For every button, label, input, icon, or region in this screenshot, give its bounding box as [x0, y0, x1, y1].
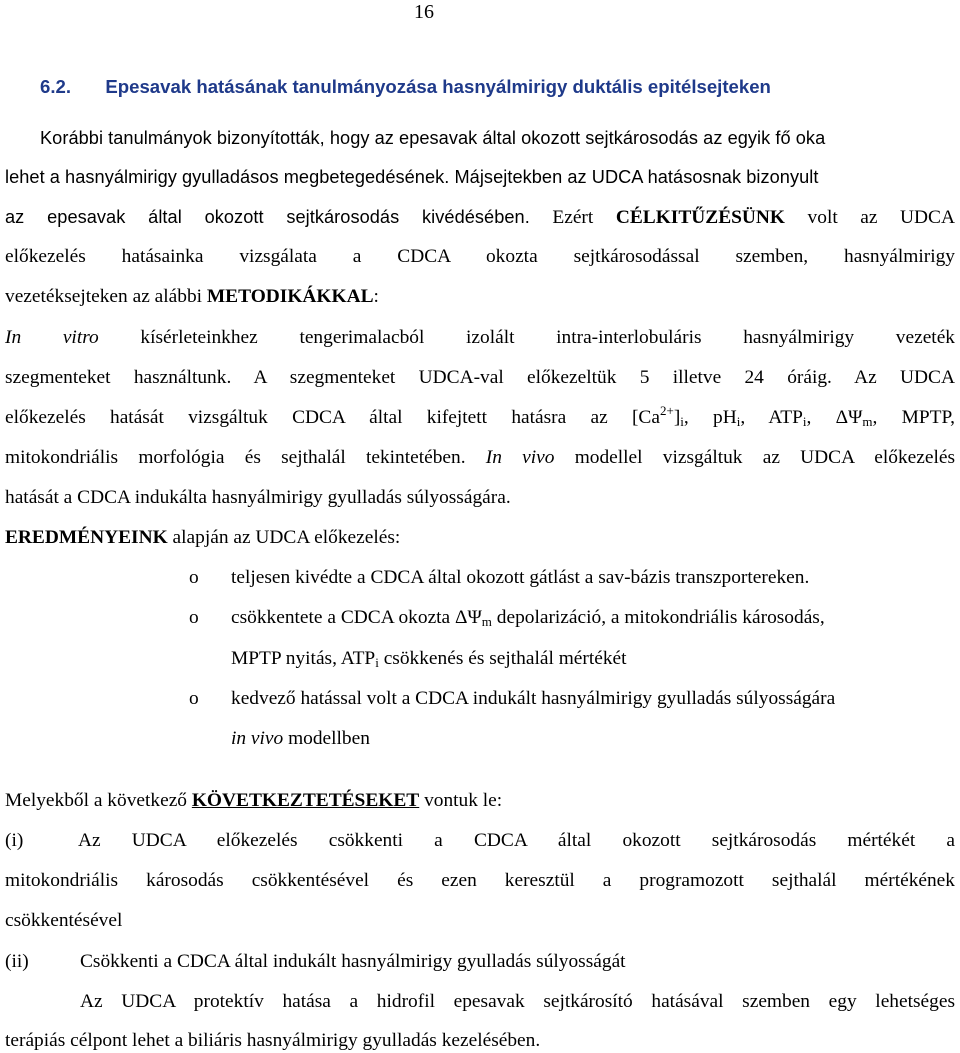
intro-line-5a: vezetéksejteken az alábbi — [5, 286, 207, 307]
intro-line-1: Korábbi tanulmányok bizonyították, hogy az epesavak által okozott sejtkárosodás az egyik fő oka — [40, 128, 826, 148]
methods-line-3 — [5, 403, 955, 430]
atp-subscript: i — [802, 414, 807, 429]
result-item-2c-sub: i — [375, 655, 379, 670]
ca-superscript: 2+ — [659, 403, 674, 418]
intro-line-3a: az epesavak által okozott sejtkárosodás kivédésében. — [5, 207, 530, 227]
bullet-marker-1: o — [189, 567, 199, 588]
bullet-marker-2: o — [189, 607, 199, 628]
methods-line-1 — [5, 326, 955, 350]
conclusion-i-line-1: Az UDCA előkezelés csökkenti a CDCA által okozott sejtkárosodás mértékét a — [78, 830, 955, 851]
result-item-2a: csökkentete a CDCA okozta ΔΨ — [231, 607, 482, 628]
results-lead-rest: alapján az UDCA előkezelés: — [167, 527, 401, 548]
result-item-1: teljesen kivédte a CDCA által okozott gátlást a sav-bázis transzportereken. — [231, 567, 810, 588]
ph-subscript: i — [736, 414, 741, 429]
result-item-2b: depolarizáció, a mitokondriális károsodás, — [491, 607, 825, 628]
result-item-2d: csökkenés és sejthalál mértékét — [378, 648, 627, 669]
result-item-2-sub: m — [481, 614, 492, 629]
conclusion-i-line-3: csökkentésével — [5, 910, 123, 931]
results-keyword: EREDMÉNYEINK — [5, 527, 168, 548]
methods-line-4c: modellel vizsgáltuk az UDCA előkezelés — [554, 447, 955, 468]
aims-keyword: CÉLKITŰZÉSÜNK — [615, 207, 786, 228]
methods-line-3d: , ATP — [740, 407, 803, 428]
methods-line-4a: mitokondriális morfológia és sejthalál tekintetében. — [5, 447, 486, 468]
intro-line-3b: Ezért — [529, 207, 616, 228]
result-item-3-cont — [231, 727, 370, 751]
methods-keyword: METODIKÁKKAL — [206, 286, 374, 307]
intro-line-4: előkezelés hatásainka vizsgálata a CDCA okozta sejtkárosodással szemben, hasnyálmirigy — [5, 246, 955, 267]
conclusions-lead — [5, 789, 502, 813]
intro-line-3 — [5, 205, 955, 230]
methods-line-5: hatását a CDCA indukálta hasnyálmirigy gyulladás súlyosságára. — [5, 487, 511, 508]
page-number: 16 — [414, 1, 434, 23]
conclusions-lead-a: Melyekből a következő — [5, 790, 192, 811]
psi-subscript: m — [862, 414, 873, 429]
section-heading — [40, 75, 771, 99]
intro-line-5c: : — [373, 286, 379, 307]
final-line-2: terápiás célpont lehet a biliáris hasnyálmirigy gyulladás kezelésében. — [5, 1030, 541, 1051]
ca-subscript: i — [680, 414, 684, 429]
result-item-3c: modellben — [283, 728, 370, 749]
intro-line-3d: volt az UDCA — [785, 207, 955, 228]
section-title: Epesavak hatásának tanulmányozása hasnyálmirigy duktális epitélsejteken — [105, 76, 771, 97]
methods-line-3a: előkezelés hatását vizsgáltuk CDCA által kifejtett hatásra az [Ca — [5, 407, 660, 428]
in-vivo-term: In vivo — [485, 447, 555, 468]
result-item-2 — [231, 606, 825, 630]
methods-line-4 — [5, 446, 955, 470]
methods-line-3e: , ΔΨ — [806, 407, 863, 428]
methods-line-3b: ] — [673, 407, 681, 428]
methods-line-3c: , pH — [683, 407, 737, 428]
in-vitro-term: In vitro — [5, 327, 99, 348]
conclusion-i-line-2: mitokondriális károsodás csökkentésével és ezen keresztül a programozott sejthalál mértékének — [5, 870, 955, 891]
result-item-2-cont — [231, 647, 627, 671]
bullet-marker-3: o — [189, 688, 199, 709]
intro-line-5 — [5, 285, 379, 309]
conclusions-keyword: KÖVETKEZTETÉSEKET — [191, 790, 420, 811]
conclusion-ii-line-1: Csökkenti a CDCA által indukált hasnyálmirigy gyulladás súlyosságát — [80, 951, 626, 972]
result-item-2c: MPTP nyitás, ATP — [231, 648, 376, 669]
conclusion-ii-label: (ii) — [5, 951, 29, 972]
in-vivo-term-2: in vivo — [231, 728, 284, 749]
methods-line-1b: kísérleteinkhez tengerimalacból izolált intra-interlobuláris hasnyálmirigy vezeték — [98, 327, 955, 348]
methods-line-3f: , MPTP, — [872, 407, 955, 428]
methods-line-2: szegmenteket használtunk. A szegmenteket UDCA-val előkezeltük 5 illetve 24 óráig. Az UDCA — [5, 367, 955, 388]
conclusion-i-label: (i) — [5, 830, 24, 851]
final-line-1: Az UDCA protektív hatása a hidrofil epesavak sejtkárosító hatásával szemben egy lehetséges — [80, 991, 955, 1012]
result-item-3: kedvező hatással volt a CDCA indukált hasnyálmirigy gyulladás súlyosságára — [231, 688, 836, 709]
results-lead — [5, 526, 400, 550]
conclusions-lead-c: vontuk le: — [419, 790, 503, 811]
intro-line-2: lehet a hasnyálmirigy gyulladásos megbetegedésének. Májsejtekben az UDCA hatásosnak bizonyult — [5, 167, 819, 187]
section-number: 6.2. — [40, 76, 72, 97]
